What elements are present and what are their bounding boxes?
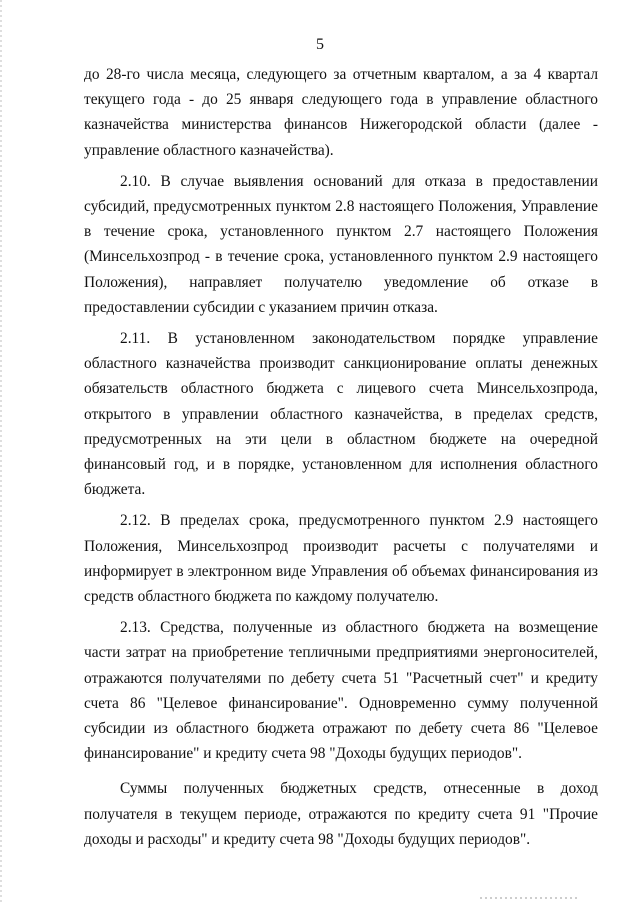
paragraph-2-13: 2.13. Средства, полученные из областного бюджета на возмещение части затрат на приобретение тепличными предприятиями энергоносителей, отражаются получателями по дебету счета 51 "Расчетный счет" и кредиту счета 86 "Целевое финансирование". Одновременно сумму полученной субсидии из областного бюджета отражают по дебету счета 86 "Целевое финансирование" и кредиту счета 98 "Доходы будущих периодов". xyxy=(84,619,598,763)
scan-footer-artifact xyxy=(480,897,580,899)
paragraph-2-10: 2.10. В случае выявления оснований для отказа в предоставлении субсидий, предусмотренных пунктом 2.8 настоящего Положения, Управление в течение срока, установленного пунктом 2.7 настоящего Положения (Минсельхозпрод - в течение срока, установленного пунктом 2.9 настоящего Положения), направляет получателю уведомление об отказе в предоставлении субсидии с указанием причин отказа. xyxy=(84,172,598,316)
paragraph-continuation: до 28-го числа месяца, следующего за отчетным кварталом, а за 4 квартал текущего года - до 25 января следующего года в управление областного казначейства министерства финансов Нижегородской области (далее - управление областного казначейства). xyxy=(84,66,598,159)
document-body xyxy=(84,62,598,852)
paragraph-budget-income: Суммы полученных бюджетных средств, отнесенные в доход получателя в текущем периоде, отражаются по кредиту счета 91 "Прочие доходы и расходы" и кредиту счета 98 "Доходы будущих периодов". xyxy=(84,780,598,848)
page-number: 5 xyxy=(316,36,324,53)
paragraph-2-11: 2.11. В установленном законодательством порядке управление областного казначейства производит санкционирование оплаты денежных обязательств областного бюджета с лицевого счета Минсельхозпрода, открытого в управлении областного казначейства, в пределах средств, предусмотренных на эти цели в областном бюджете на очередной финансовый год, и в порядке, установленном для исполнения областного бюджета. xyxy=(84,330,598,499)
scan-edge-artifact xyxy=(0,0,2,905)
paragraph-2-12: 2.12. В пределах срока, предусмотренного пунктом 2.9 настоящего Положения, Минсельхозпрод производит расчеты с получателями и информирует в электронном виде Управления об объемах финансирования из средств областного бюджета по каждому получателю. xyxy=(84,512,598,606)
